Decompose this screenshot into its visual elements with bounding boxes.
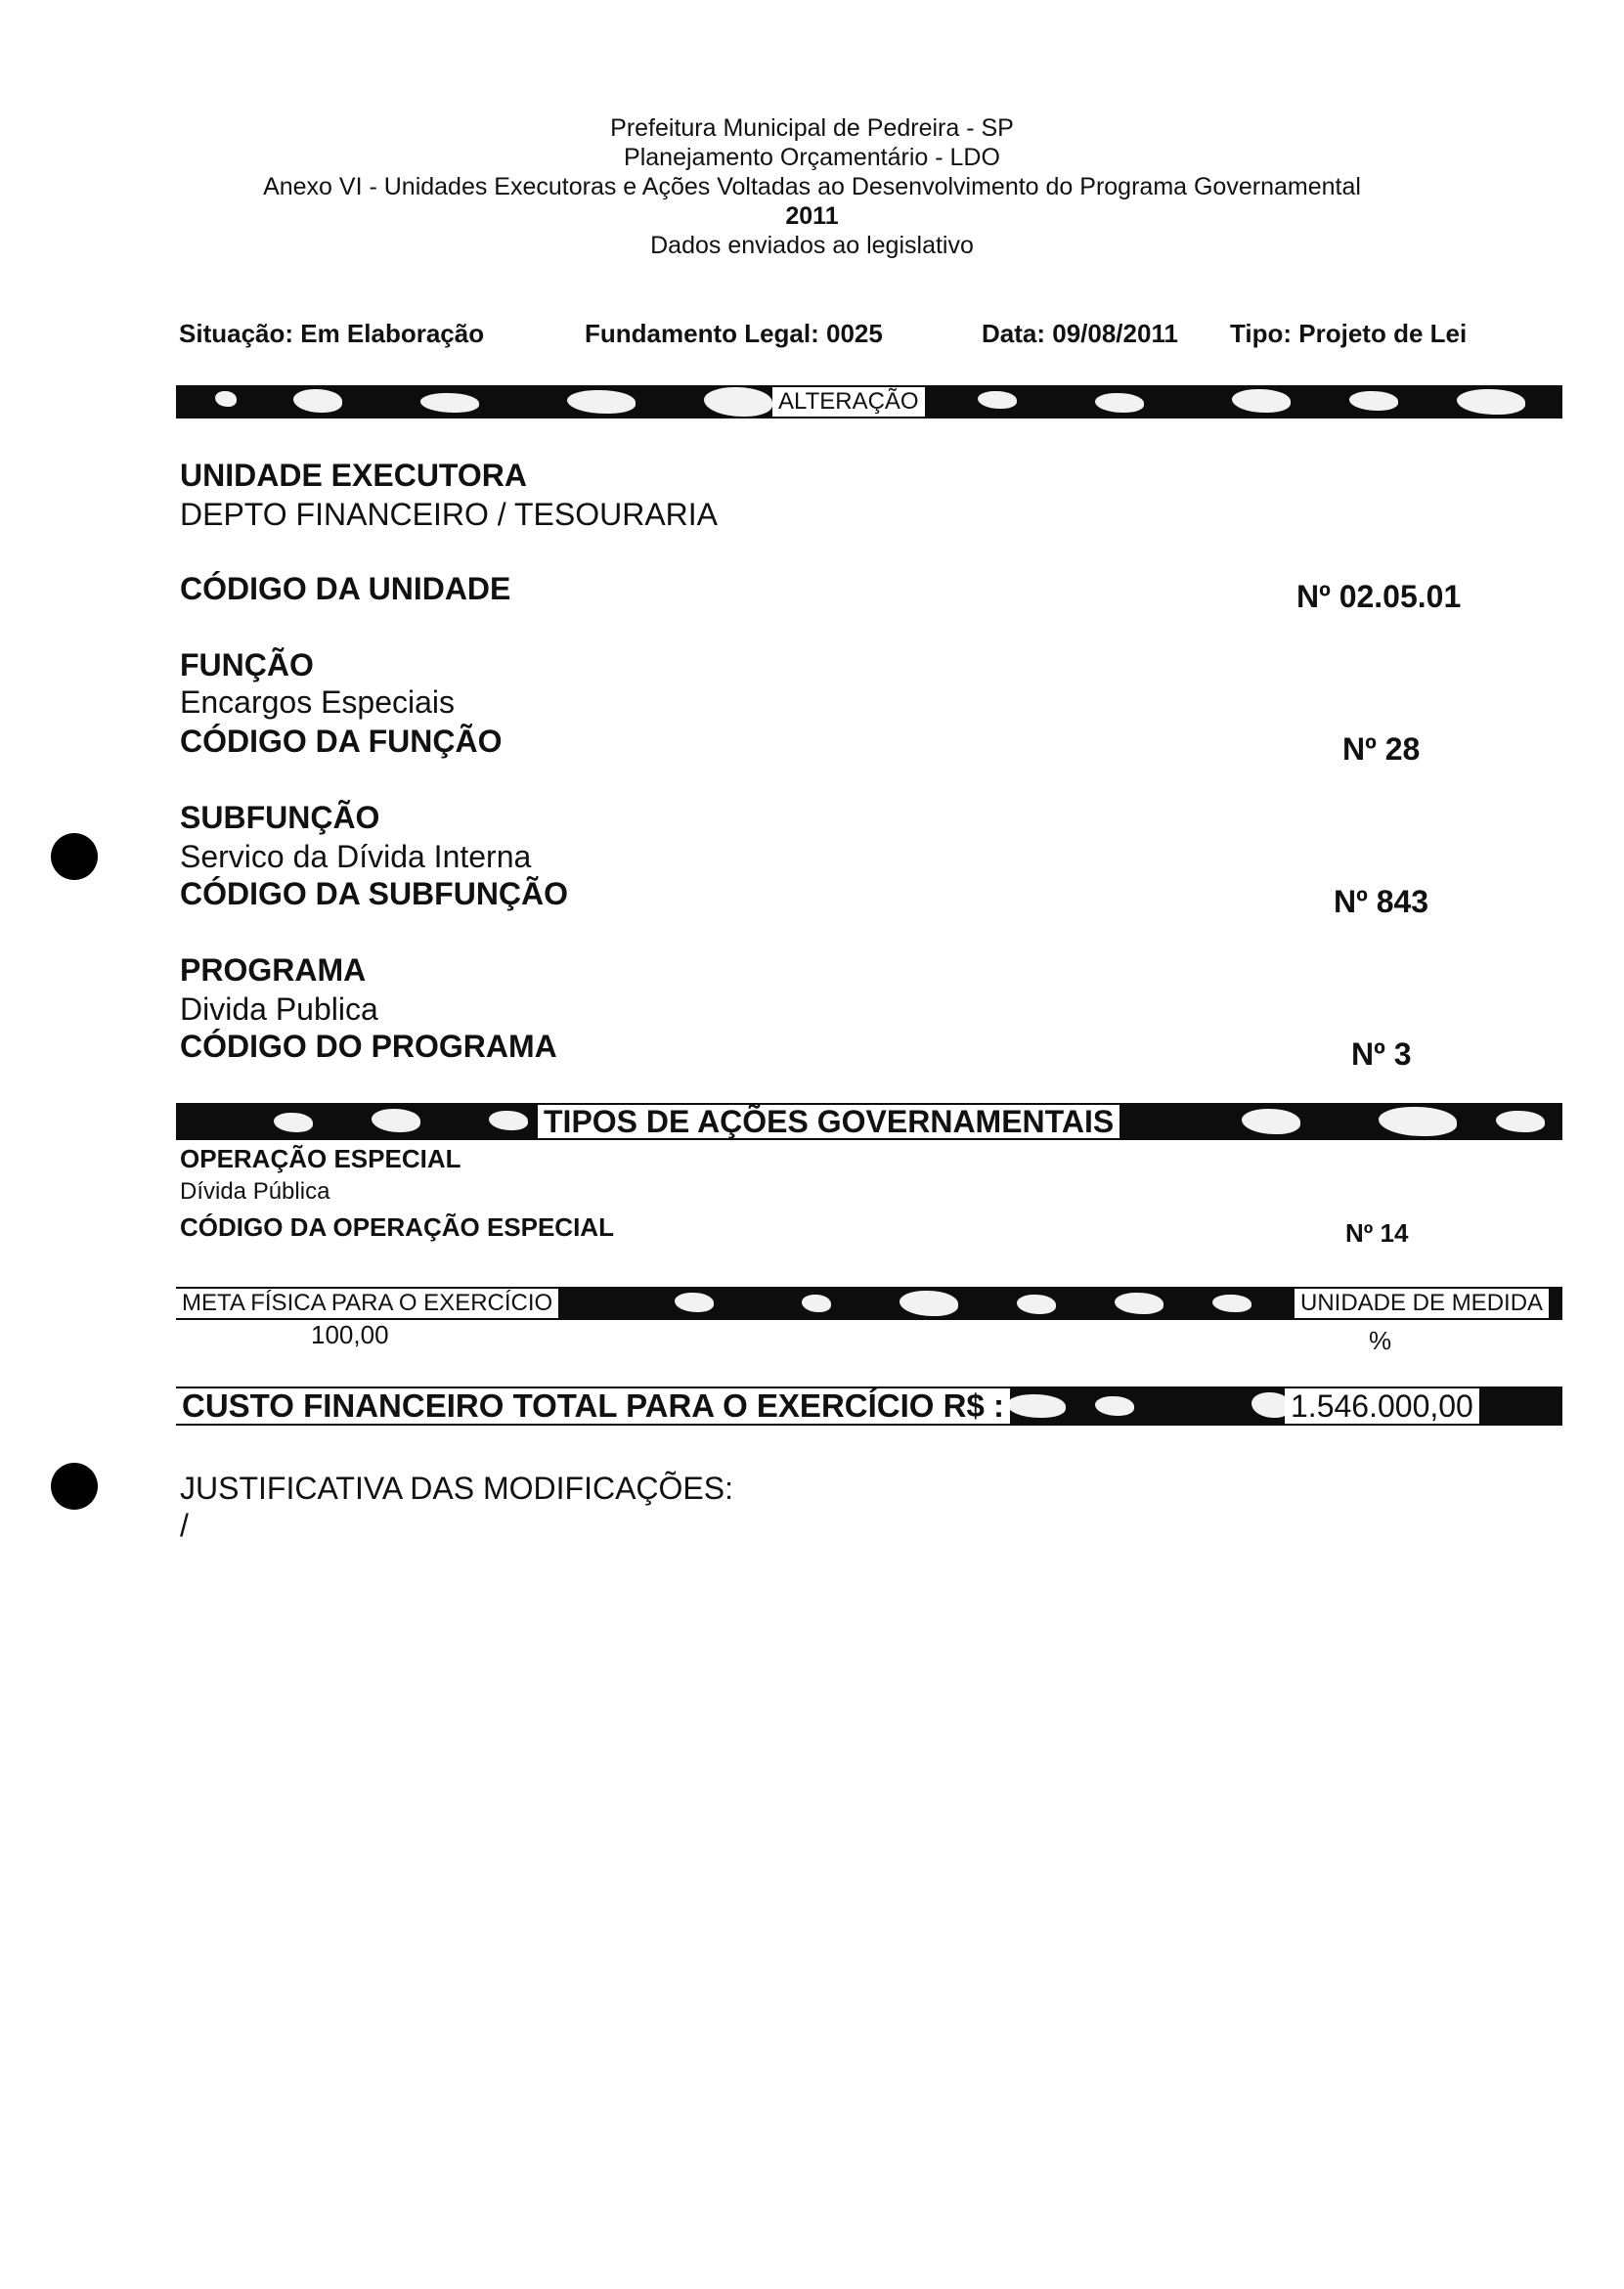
header-annex: Anexo VI - Unidades Executoras e Ações Voltadas ao Desenvolvimento do Programa Governamental bbox=[263, 173, 1361, 200]
codigo-funcao-label: CÓDIGO DA FUNÇÃO bbox=[180, 724, 503, 759]
funcao-value: Encargos Especiais bbox=[180, 684, 456, 720]
subfuncao-title: SUBFUNÇÃO bbox=[180, 800, 380, 835]
document-header bbox=[0, 113, 1624, 260]
justificativa-value: / bbox=[180, 1508, 189, 1543]
alteracao-label: ALTERAÇÃO bbox=[772, 387, 925, 417]
unidade-executora-value: DEPTO FINANCEIRO / TESOURARIA bbox=[180, 497, 719, 532]
meta-fisica-label: META FÍSICA PARA O EXERCÍCIO bbox=[176, 1289, 558, 1318]
fundamento-legal: Fundamento Legal: 0025 bbox=[585, 319, 883, 348]
header-planning: Planejamento Orçamentário - LDO bbox=[624, 144, 1000, 171]
operacao-especial-title: OPERAÇÃO ESPECIAL bbox=[180, 1144, 461, 1173]
unidade-executora-title: UNIDADE EXECUTORA bbox=[180, 458, 527, 493]
justificativa-label: JUSTIFICATIVA DAS MODIFICAÇÕES: bbox=[180, 1471, 733, 1506]
meta-fisica-bar bbox=[176, 1287, 1562, 1320]
header-year: 2011 bbox=[785, 202, 839, 230]
custo-financeiro-label: CUSTO FINANCEIRO TOTAL PARA O EXERCÍCIO R$ : bbox=[176, 1388, 1010, 1424]
alteracao-bar bbox=[176, 385, 1562, 418]
bullet-mark bbox=[51, 833, 98, 880]
custo-financeiro-bar bbox=[176, 1387, 1562, 1426]
programa-value: Divida Publica bbox=[180, 991, 378, 1027]
codigo-funcao-value: Nº 28 bbox=[1342, 731, 1421, 767]
tipos-acoes-label: TIPOS DE AÇÕES GOVERNAMENTAIS bbox=[538, 1105, 1119, 1138]
custo-financeiro-value: 1.546.000,00 bbox=[1285, 1388, 1479, 1424]
situacao: Situação: Em Elaboração bbox=[179, 319, 485, 348]
funcao-title: FUNÇÃO bbox=[180, 647, 314, 682]
codigo-programa-value: Nº 3 bbox=[1351, 1036, 1412, 1072]
unidade-medida-value: % bbox=[1369, 1326, 1392, 1355]
unidade-medida-label: UNIDADE DE MEDIDA bbox=[1295, 1289, 1549, 1318]
header-subtitle: Dados enviados ao legislativo bbox=[650, 232, 974, 259]
codigo-operacao-value: Nº 14 bbox=[1345, 1218, 1409, 1248]
programa-title: PROGRAMA bbox=[180, 952, 367, 988]
codigo-unidade-label: CÓDIGO DA UNIDADE bbox=[180, 571, 511, 606]
codigo-subfuncao-label: CÓDIGO DA SUBFUNÇÃO bbox=[180, 876, 569, 911]
header-municipality: Prefeitura Municipal de Pedreira - SP bbox=[610, 114, 1014, 142]
subfuncao-value: Servico da Dívida Interna bbox=[180, 839, 532, 874]
bullet-mark bbox=[51, 1463, 98, 1510]
tipo: Tipo: Projeto de Lei bbox=[1230, 319, 1468, 348]
operacao-especial-value: Dívida Pública bbox=[180, 1178, 330, 1205]
codigo-unidade-value: Nº 02.05.01 bbox=[1296, 579, 1462, 614]
tipos-acoes-bar bbox=[176, 1103, 1562, 1140]
meta-fisica-value: 100,00 bbox=[311, 1320, 389, 1349]
codigo-subfuncao-value: Nº 843 bbox=[1334, 884, 1429, 919]
data: Data: 09/08/2011 bbox=[982, 319, 1178, 348]
codigo-programa-label: CÓDIGO DO PROGRAMA bbox=[180, 1029, 557, 1064]
codigo-operacao-label: CÓDIGO DA OPERAÇÃO ESPECIAL bbox=[180, 1212, 614, 1242]
